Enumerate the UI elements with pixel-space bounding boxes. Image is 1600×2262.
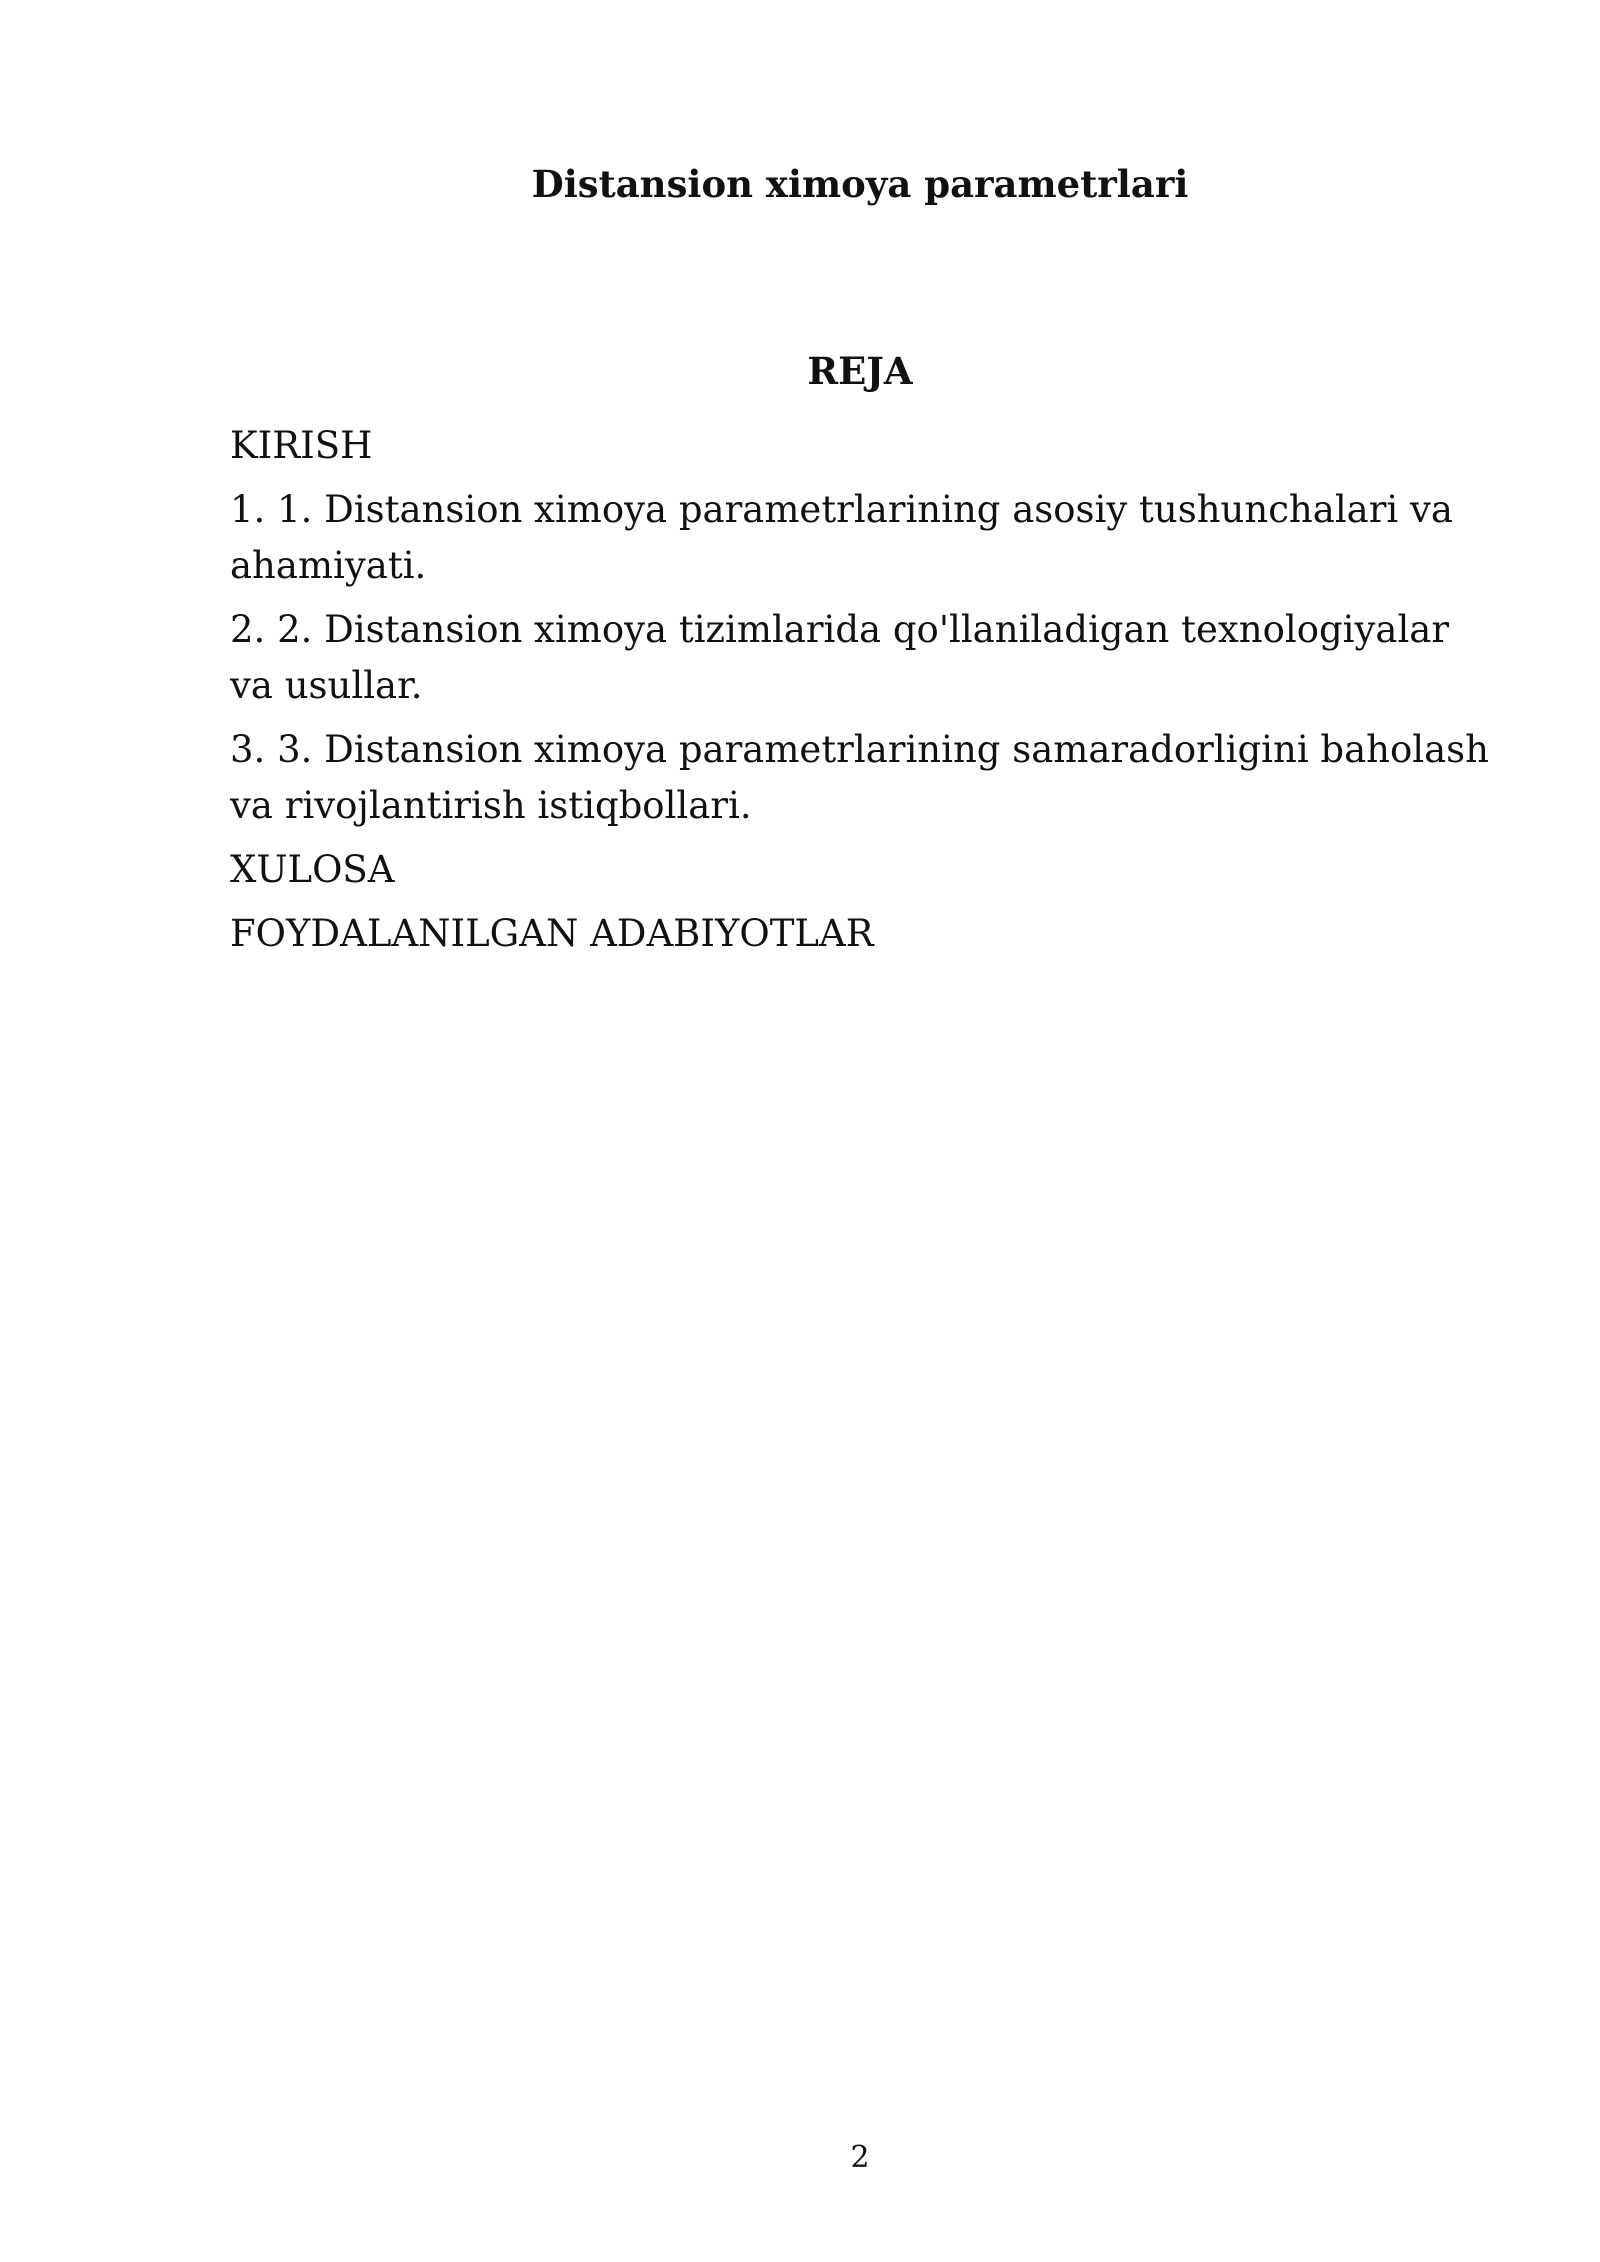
plan-item-references: FOYDALANILGAN ADABIYOTLAR xyxy=(230,912,874,955)
plan-item-2: 2. 2. Distansion ximoya tizimlarida qo'llaniladigan texnologiyalar va usullar. xyxy=(230,608,1450,707)
plan-item-introduction: KIRISH xyxy=(230,424,373,467)
plan-item-1: 1. 1. Distansion ximoya parametrlarining asosiy tushunchalari va ahamiyati. xyxy=(230,488,1453,587)
plan-item-3: 3. 3. Distansion ximoya parametrlarining samaradorligini baholash va rivojlantirish istiqbollari. xyxy=(230,728,1489,827)
plan-item-conclusion: XULOSA xyxy=(230,848,395,891)
plan-heading: REJA xyxy=(807,349,913,393)
page-number: 2 xyxy=(850,2140,870,2175)
plan-list xyxy=(230,418,1490,970)
document-title: Distansion ximoya parametrlari xyxy=(531,162,1189,206)
